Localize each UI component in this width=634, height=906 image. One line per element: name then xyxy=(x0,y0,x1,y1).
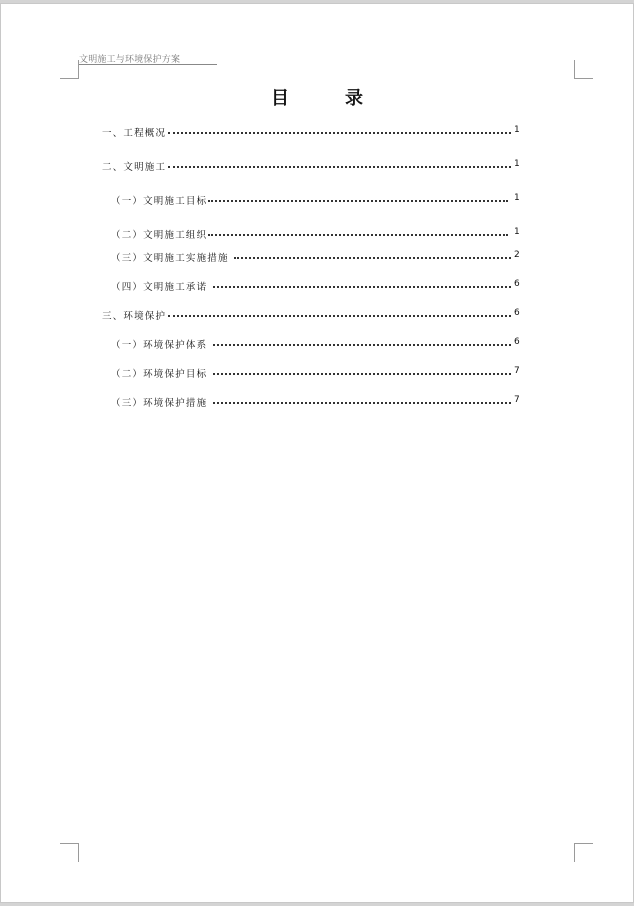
toc-title xyxy=(1,84,633,110)
toc-entry[interactable] xyxy=(1,159,633,173)
toc-leader-dots xyxy=(213,373,511,375)
toc-entry[interactable] xyxy=(1,125,633,139)
toc-entry-page: 6 xyxy=(514,308,520,318)
toc-entry-page: 7 xyxy=(514,366,520,376)
page-header: 文明施工与环境保护方案 xyxy=(79,55,181,65)
crop-mark-bottom-right xyxy=(574,843,593,862)
toc-entry[interactable] xyxy=(1,308,633,322)
toc-leader-dots xyxy=(168,132,511,134)
toc-entry[interactable] xyxy=(1,279,633,293)
toc-entry-text: （一）文明施工目标 xyxy=(111,196,208,207)
toc-entry-page: 6 xyxy=(514,337,520,347)
toc-entry[interactable] xyxy=(1,227,633,241)
toc-entry-page: 1 xyxy=(514,227,520,237)
toc-entry[interactable] xyxy=(1,337,633,351)
toc-entry-text: 一、工程概况 xyxy=(102,128,167,139)
document-page xyxy=(0,3,634,903)
toc-entry-page: 1 xyxy=(514,125,520,135)
toc-title-left: 目 xyxy=(271,88,289,109)
toc-leader-dots xyxy=(168,315,511,317)
crop-mark-top-left xyxy=(60,60,79,79)
toc-entry-text: （二）文明施工组织 xyxy=(111,230,208,241)
toc-entry-text: （二）环境保护目标 xyxy=(111,369,208,380)
toc-leader-dots xyxy=(208,234,508,236)
toc-entry-text: （三）环境保护措施 xyxy=(111,398,208,409)
toc-title-right: 录 xyxy=(345,88,363,109)
crop-mark-top-right xyxy=(574,60,593,79)
toc-leader-dots xyxy=(168,166,511,168)
header-underline xyxy=(79,64,217,65)
toc-leader-dots xyxy=(208,200,508,202)
toc-leader-dots xyxy=(234,257,511,259)
toc-entry-text: （一）环境保护体系 xyxy=(111,340,208,351)
toc-entry[interactable] xyxy=(1,193,633,207)
toc-entry-page: 2 xyxy=(514,250,520,260)
toc-entry[interactable] xyxy=(1,366,633,380)
toc-entry-text: 三、环境保护 xyxy=(102,311,167,322)
toc-entry-text: （三）文明施工实施措施 xyxy=(111,253,229,264)
toc-leader-dots xyxy=(213,402,511,404)
toc-entry-text: （四）文明施工承诺 xyxy=(111,282,208,293)
toc-entry-text: 二、文明施工 xyxy=(102,162,167,173)
toc-entry-page: 1 xyxy=(514,159,520,169)
toc-leader-dots xyxy=(213,286,511,288)
toc-entry-page: 6 xyxy=(514,279,520,289)
crop-mark-bottom-left xyxy=(60,843,79,862)
toc-entry-page: 1 xyxy=(514,193,520,203)
toc-entry[interactable] xyxy=(1,395,633,409)
toc-entry[interactable] xyxy=(1,250,633,264)
toc-leader-dots xyxy=(213,344,511,346)
toc-entry-page: 7 xyxy=(514,395,520,405)
